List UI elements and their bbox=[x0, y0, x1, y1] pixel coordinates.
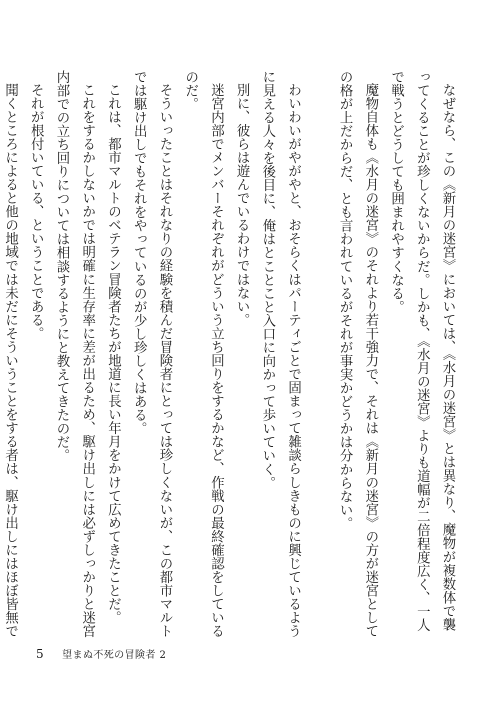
paragraph: 迷宮内部でメンバーそれぞれがどういう立ち回りをするかなど、作戦の最終確認をしているのだ。 bbox=[182, 70, 224, 639]
paragraph: これをするかしないかでは明確に生存率に差が出るため、駆け出しには必ずしっかりと迷宮内部での立ち回りについては相談するようにと教えてきたのだ。 bbox=[53, 70, 95, 639]
paragraph: 魔物自体も《水月の迷宮》のそれより若干強力で、それは《新月の迷宮》の方が迷宮としての格が上だからだ、とも言われているがそれが事実かどうかは分からない。 bbox=[337, 70, 378, 639]
blank-line bbox=[306, 70, 332, 640]
paragraph: それが根付いている、ということである。 bbox=[28, 83, 44, 341]
paragraph: これは、都市マルトのベテラン冒険者たちが地道に長い年月をかけて広めてきたことだ。 bbox=[105, 83, 121, 625]
paragraph: 別に、彼らは遊んでいるわけではない。 bbox=[234, 83, 250, 328]
paragraph: そういったことはそれなりの経験を積んだ冒険者にとっては珍しくないが、この都市マルトでは駆け出しでもそれをやっているのが少し珍しくはある。 bbox=[131, 70, 172, 639]
paragraph: なぜなら、この《新月の迷宮》においては、《水月の迷宮》とは異なり、魔物が複数体で襲ってくることが珍しくないからだ。しかも、《水月の迷宮》よりも道幅が二倍程度広く、一人で戦うとどうしても囲まれやすくなる。 bbox=[388, 70, 455, 632]
book-title: 望まぬ不死の冒険者 2 bbox=[62, 650, 167, 661]
paragraph: 聞くところによると他の地域では未だにそういうことをする者は、駆け出しにはほぼ皆無で bbox=[2, 83, 18, 639]
page-footer bbox=[36, 646, 166, 661]
body-text bbox=[2, 70, 460, 640]
page-number: 5 bbox=[36, 647, 45, 661]
paragraph: わいわいがやがやと、おそらくはパーティごとで固まって雑談らしきものに興じているように見える人々を後目に、俺はとことこと入口に向かって歩いていく。 bbox=[259, 70, 301, 639]
